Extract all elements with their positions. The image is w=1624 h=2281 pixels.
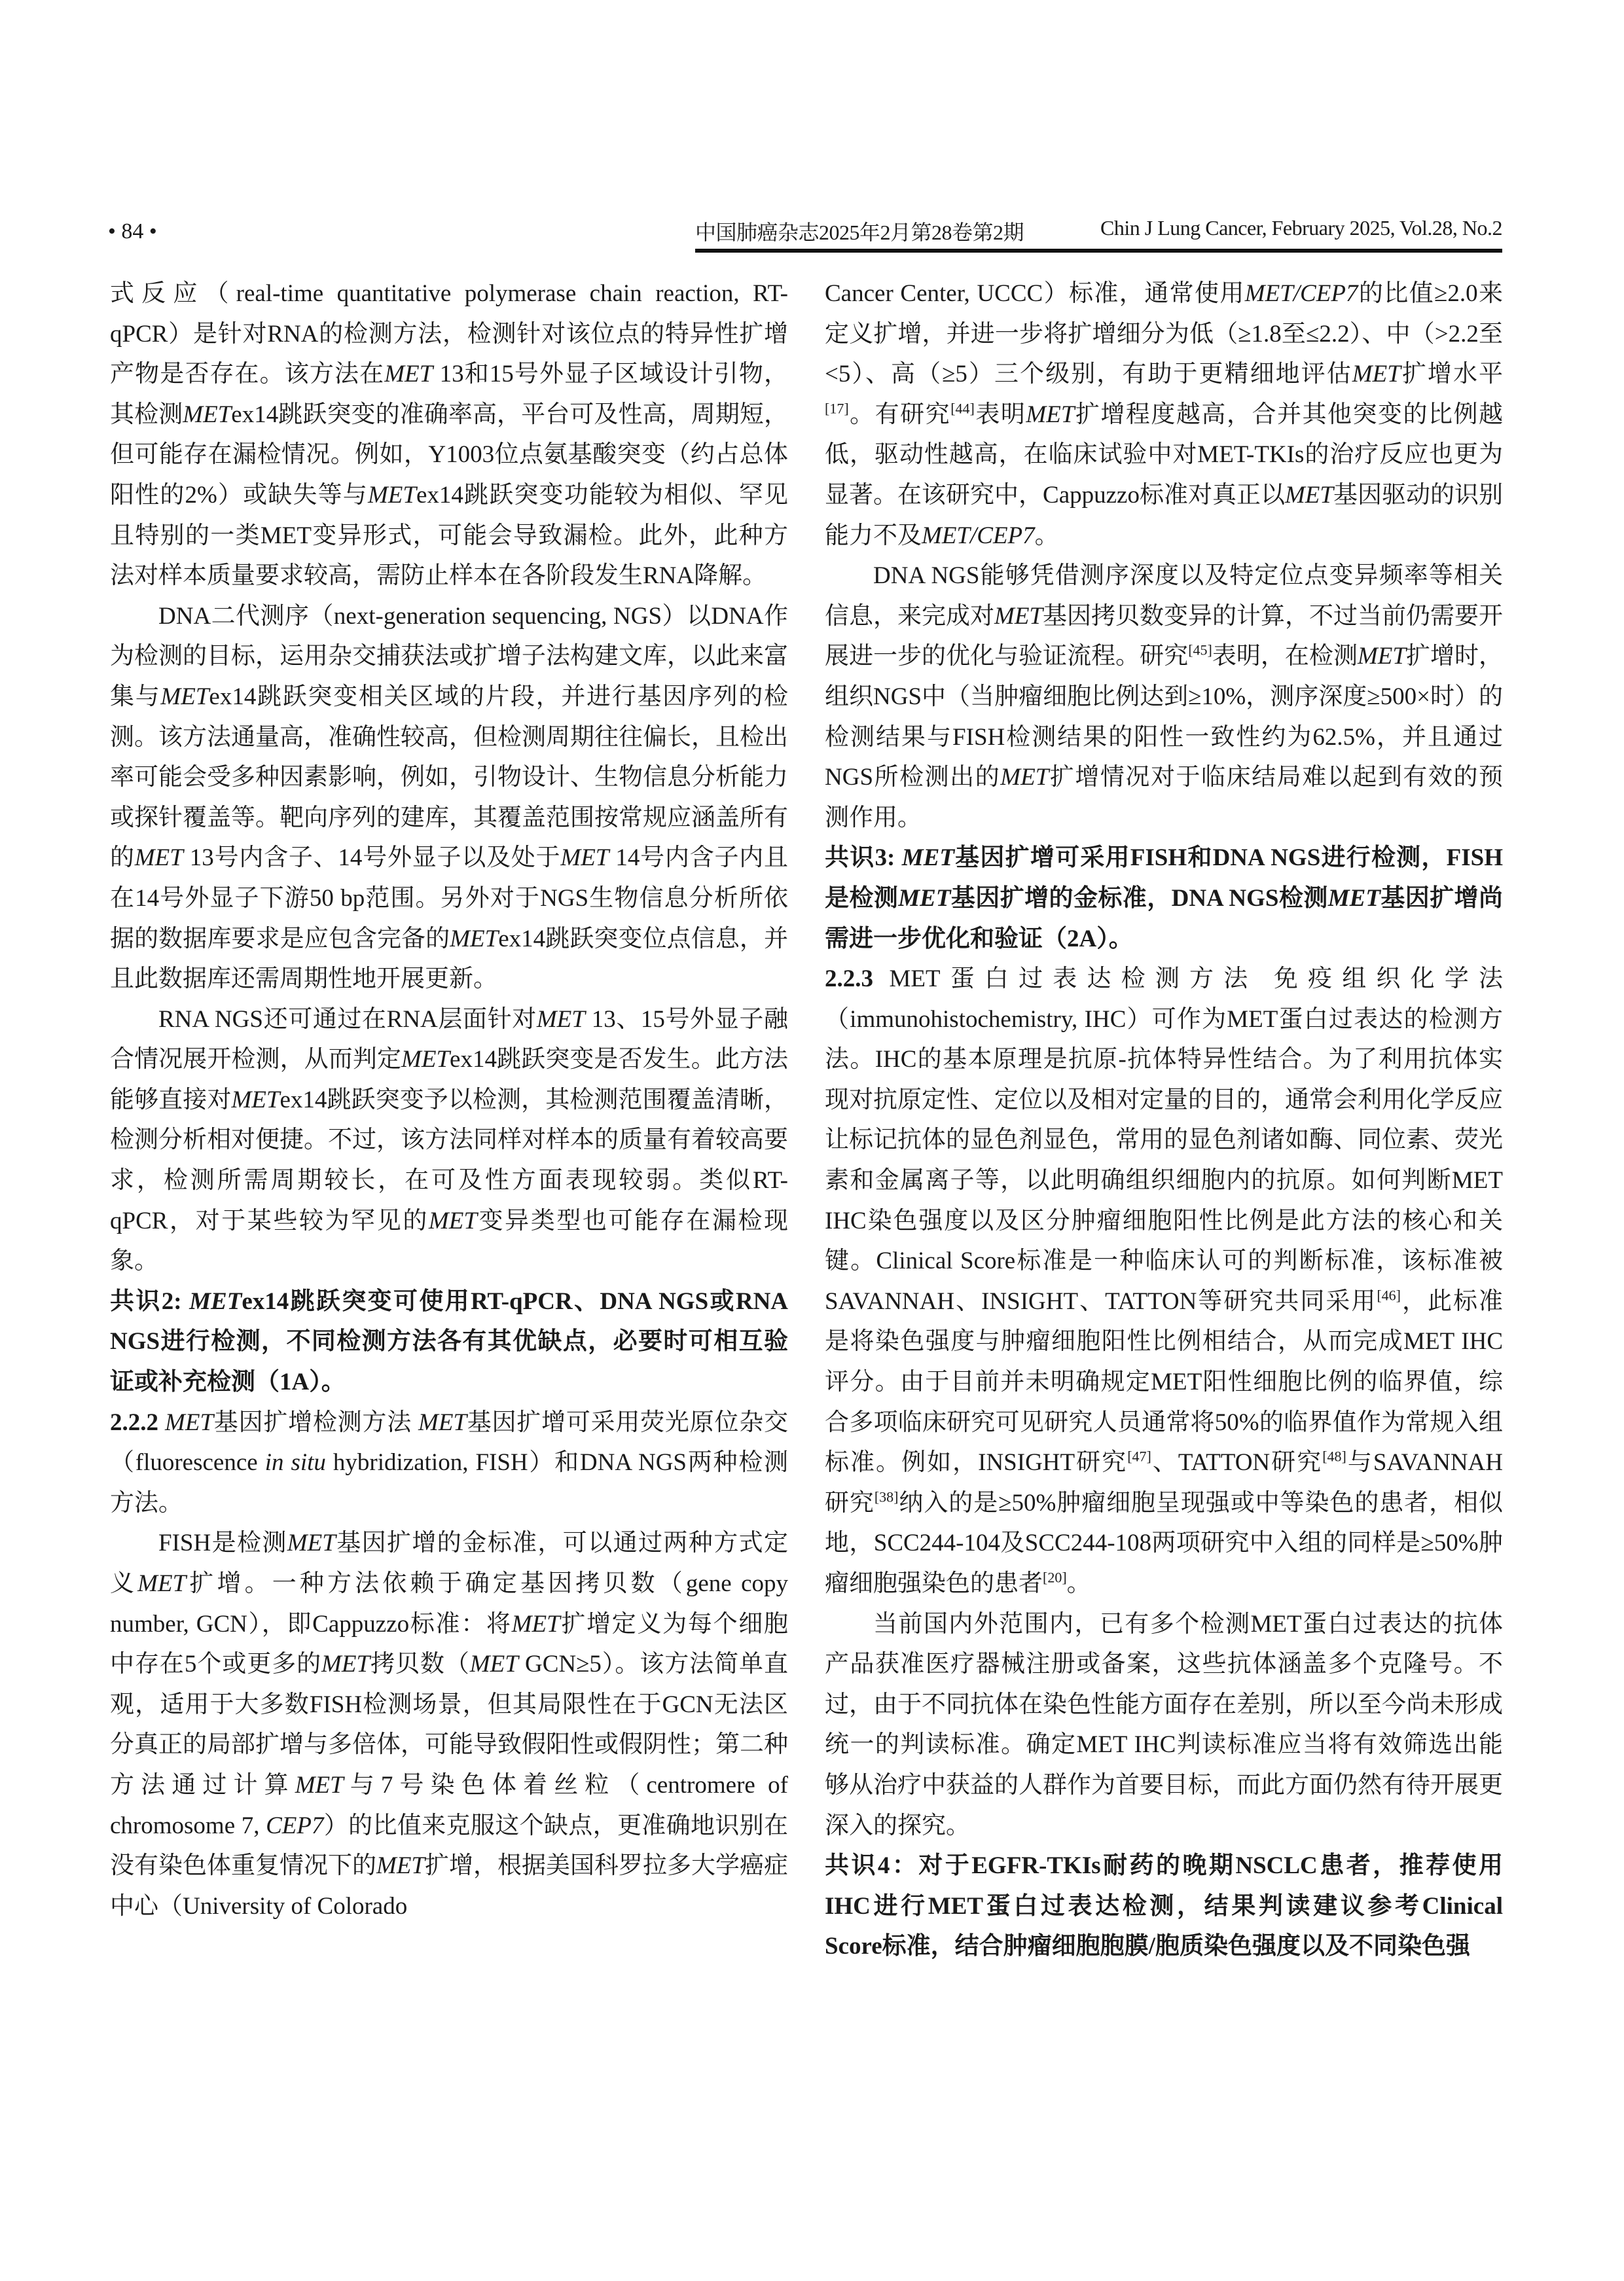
text-run: 基因扩增可采用荧光原位杂交（fluorescence [110,1409,789,1477]
text-run: MET [401,1046,450,1073]
text-run: 2.2.2 [110,1409,166,1436]
text-run: 表明，在检测 [1212,643,1358,670]
text-run: ex14跳跃突变位点信息，并且此数据库还需周期性地开展更新。 [110,925,789,993]
body-paragraph [825,959,1503,1604]
text-run: MET/CEP7 [1244,280,1358,307]
text-run: MET [418,1409,467,1436]
text-run: 13、15号外显子融合情况展开检测，从而判定 [110,1005,789,1073]
text-run: MET [321,1651,370,1678]
text-run: 。有研究 [848,401,951,428]
text-run: MET [165,1409,214,1436]
citation-ref: [44] [950,400,975,417]
text-run: MET [994,602,1043,630]
text-run: MET [901,844,954,872]
text-run: 。 [1034,522,1059,549]
body-paragraph [825,556,1503,838]
left-column [110,274,788,1926]
text-run: MET [560,844,609,872]
text-run: ）的比值来克服这个缺点，更准确地识别在没有染色体重复情况下的 [110,1812,789,1880]
text-run: MET [511,1610,560,1638]
text-run: MET [469,1651,518,1678]
text-run: 当前国内外范围内，已有多个检测MET蛋白过表达的抗体产品获准医疗器械注册或备案，这些抗体涵盖多个克隆号。不过，由于不同抗体在染色性能方面存在差别，所以至今尚未形成统一的判读标准。确定MET IHC判读标准应当将有效筛选出能够从治疗中获益的人群作为首要目标，而此方面仍然有待开展更深入的探究。 [825,1610,1503,1839]
text-run: MET [189,1287,242,1315]
text-run: MET [1357,643,1406,670]
text-run: MET蛋白过表达检测方法 免疫组织化学法（immunohistochemistry, IHC）可作为MET蛋白过表达的检测方法。IHC的基本原理是抗原-抗体特异性结合。为了利用抗体实现对抗原定性、定位以及相对定量的目的，通常会利用化学反应让标记抗体的显色剂显色，常用的显色剂诸如酶、同位素、荧光素和金属离子等，以此明确组织细胞内的抗原。如何判断MET IHC染色强度以及区分肿瘤细胞阳性比例是此方法的核心和关键。Clinical Score标准是一种临床认可的判断标准，该标准被SAVANNAH、INSIGHT、TATTON等研究共同采用 [825,965,1503,1315]
body-paragraph [110,274,788,596]
text-run: DNA NGS能够凭借测序深度以及特定位点变异频率等相关信息，来完成对 [825,562,1503,630]
right-column [825,274,1503,1967]
text-run: MET [137,1570,187,1597]
text-run: 共识2: [110,1287,190,1315]
consensus-statement [825,838,1503,959]
citation-ref: [48] [1322,1448,1346,1465]
text-run: ex14跳跃突变功能较为相似、罕见且特别的一类MET变异形式，可能会导致漏检。此外，此种方法对样本质量要求较高，需防止样本在各阶段发生RNA降解。 [110,481,788,590]
text-run: 共识4：对于EGFR-TKIs耐药的晚期NSCLC患者，推荐使用IHC进行MET蛋白过表达检测，结果判读建议参考Clinical Score标准，结合肿瘤细胞胞膜/胞质染色强度以及不同染色强 [825,1852,1503,1960]
text-run: 表明 [974,401,1026,428]
text-run: 2.2.3 [825,965,873,993]
citation-ref: [38] [874,1488,899,1505]
citation-ref: [45] [1188,642,1212,659]
text-run: MET [1352,361,1401,388]
text-run: 变异类型也可能存在漏检现象。 [110,1207,788,1275]
text-run: 基因扩增尚需进一步优化和验证（2A）。 [825,884,1504,952]
text-run: MET [367,481,416,509]
body-paragraph [110,999,788,1282]
text-run: 扩增。一种方法依赖于确定基因拷贝数（gene copy number, GCN），即Cappuzzo标准：将 [110,1570,788,1638]
text-run: RNA NGS还可通过在RNA层面针对 [158,1005,537,1033]
body-paragraph [825,1604,1503,1846]
text-run: 14号内含子内且在14号外显子下游50 bp范围。另外对于NGS生物信息分析所依据的数据库要求是应包含完备的 [110,844,789,952]
page-number: • 84 • [108,219,157,243]
consensus-statement [110,1282,788,1403]
citation-ref: [17] [825,400,849,417]
text-run: MET [160,683,209,710]
text-run: hybridization, FISH）和DNA NGS两种检测方法。 [110,1449,788,1517]
text-run: in situ [264,1449,326,1477]
text-run: 基因扩增可采用FISH和DNA NGS进行检测，FISH是检测 [825,844,1503,912]
text-run: 。 [1066,1570,1091,1597]
text-run: 13和15号外显子区域设计引物，其检测 [110,361,789,428]
text-run: 基因扩增的金标准，可以通过两种方式定义 [110,1530,788,1597]
text-run: MET [183,401,232,428]
text-run: 与SAVANNAH研究 [825,1449,1504,1517]
text-run: 的比值≥2.0来定义扩增，并进一步将扩增细分为低（≥1.8至≤2.2）、中（>2.2至<5）、高（≥5）三个级别，有助于更精细地评估 [825,280,1503,388]
text-run: 扩增程度越高，合并其他突变的比例越低，驱动性越高，在临床试验中对MET-TKIs的治疗反应也更为显著。在该研究中，Cappuzzo标准对真正以 [825,401,1504,509]
text-run: MET [287,1530,336,1557]
text-run: MET/CEP7 [922,522,1035,549]
citation-ref: [20] [1043,1569,1067,1586]
text-run: ex14跳跃突变相关区域的片段，并进行基因序列的检测。该方法通量高，准确性较高，但检测周期往往偏长，且检出率可能会受多种因素影响，例如，引物设计、生物信息分析能力或探针覆盖等。靶向序列的建库，其覆盖范围按常规应涵盖所有的 [110,683,789,872]
text-run: 扩增情况对于临床结局难以起到有效的预测作用。 [825,764,1503,831]
text-run: 扩增定义为每个细胞中存在5个或更多的 [110,1610,788,1678]
text-run: 基因扩增的金标准，DNA NGS检测 [950,884,1328,912]
text-run: ，此标准是将染色强度与肿瘤细胞阳性比例相结合，从而完成MET IHC评分。由于目前并未明确规定MET阳性细胞比例的临界值，综合多项临床研究可见研究人员通常将50%的临界值作为常规入组标准。例如，INSIGHT研究 [825,1287,1503,1477]
text-run: MET [295,1771,344,1799]
body-paragraph [110,1523,788,1926]
text-run: 基因驱动的识别能力不及 [825,481,1503,549]
journal-title-cn: 中国肺癌杂志2025年2月第28卷第2期 [695,221,1024,244]
text-run: MET [134,844,183,872]
text-run: MET [1327,884,1380,912]
text-run: MET [231,1086,280,1113]
text-run: 与7号染色体着丝粒（centromere of chromosome 7, [110,1771,789,1839]
text-run: MET [450,925,499,952]
body-paragraph [110,1403,788,1524]
text-run: MET [428,1207,477,1234]
text-run: 基因扩增检测方法 [213,1409,418,1436]
text-run: 共识3: [825,844,902,872]
text-run: ex14跳跃突变的准确率高，平台可及性高，周期短，但可能存在漏检情况。例如，Y1003位点氨基酸突变（约占总体阳性的2%）或缺失等与 [110,401,789,509]
consensus-statement [825,1846,1503,1967]
text-run: ex14跳跃突变可使用RT-qPCR、DNA NGS或RNA NGS进行检测，不同检测方法各有其优缺点，必要时可相互验证或补充检测（1A）。 [110,1287,789,1396]
text-run: 扩增，根据美国科罗拉多大学癌症中心（University of Colorado [110,1852,788,1920]
body-paragraph [110,596,788,999]
text-run: 式反应（real-time quantitative polymerase chain reaction, RT-qPCR）是针对RNA的检测方法，检测针对该位点的特异性扩增产物是否存在。该方法在 [110,280,788,388]
text-run: GCN≥5）。该方法简单直观，适用于大多数FISH检测场景，但其局限性在于GCN无法区分真正的局部扩增与多倍体，可能导致假阳性或假阴性；第二种方法通过计算 [110,1651,789,1799]
text-run: MET [536,1005,585,1033]
journal-title-en: Chin J Lung Cancer, February 2025, Vol.28, No.2 [1100,216,1502,240]
running-header [695,216,1502,253]
text-run: 基因拷贝数变异的计算，不过当前仍需要开展进一步的优化与验证流程。研究 [825,602,1503,670]
text-run: 13号内含子、14号外显子以及处于 [183,844,561,872]
text-run: MET [1026,401,1075,428]
citation-ref: [46] [1377,1287,1401,1304]
text-run: 扩增时，组织NGS中（当肿瘤细胞比例达到≥10%，测序深度≥500×时）的检测结果与FISH检测结果的阳性一致性约为62.5%，并且通过NGS所检测出的 [825,643,1504,791]
citation-ref: [47] [1127,1448,1151,1465]
text-run: FISH是检测 [158,1530,287,1557]
text-run: ex14跳跃突变予以检测，其检测范围覆盖清晰，检测分析相对便捷。不过，该方法同样对样本的质量有着较高要求，检测所需周期较长，在可及性方面表现较弱。类似RT-qPCR，对于某些较为罕见的 [110,1086,789,1234]
text-run: ex14跳跃突变是否发生。此方法能够直接对 [110,1046,789,1113]
text-run: CEP7 [266,1812,324,1839]
text-run: MET [384,361,433,388]
text-run: Cancer Center, UCCC）标准，通常使用 [825,280,1245,307]
text-run: 纳入的是≥50%肿瘤细胞呈现强或中等染色的患者，相似地，SCC244-104及SCC244-108两项研究中入组的同样是≥50%肿瘤细胞强染色的患者 [825,1489,1503,1597]
text-run: MET [1000,764,1049,791]
text-run: 扩增水平 [1400,361,1503,388]
body-paragraph [825,274,1503,556]
text-run: 拷贝数（ [370,1651,470,1678]
text-run: DNA二代测序（next-generation sequencing, NGS）以DNA作为检测的目标，运用杂交捕获法或扩增子法构建文库，以此来富集与 [110,602,788,710]
text-run: MET [1284,481,1333,509]
text-run: MET [376,1852,425,1880]
text-run: 、TATTON研究 [1151,1449,1323,1477]
text-run: MET [898,884,951,912]
